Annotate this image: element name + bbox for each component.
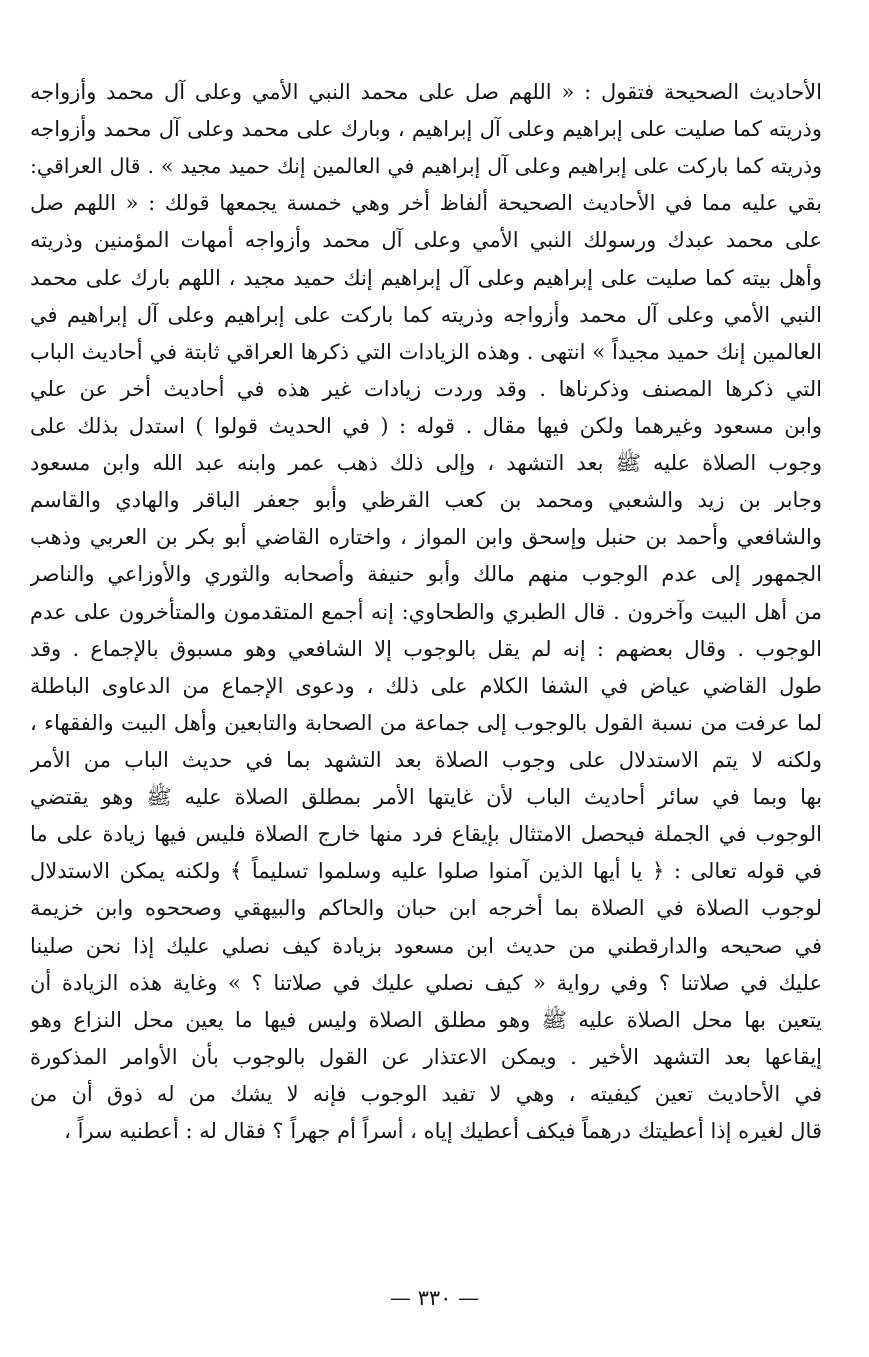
- text-line: وذريته كما صليت على إبراهيم وعلى آل إبراهيم ، وبارك على محمد وعلى آل محمد وأزواجه: [30, 117, 822, 142]
- text-line: وذريته كما باركت على إبراهيم وعلى آل إبراهيم في العالمين إنك حميد مجيد » . قال العراقي:: [30, 154, 822, 179]
- text-line: إيقاعها بعد التشهد الأخير . ويمكن الاعتذار عن القول بالوجوب بأن الأوامر المذكورة: [30, 1044, 822, 1069]
- text-line: على محمد عبدك ورسولك النبي الأمي وعلى آل محمد وأزواجه أمهات المؤمنين وذريته: [30, 228, 822, 253]
- body-text: [30, 74, 822, 1150]
- text-line: والشافعي وأحمد بن حنبل وإسحق وابن المواز ، واختاره القاضي أبو بكر بن العربي وذهب: [30, 525, 822, 550]
- text-line: وأهل بيته كما صليت على إبراهيم وعلى آل إبراهيم إنك حميد مجيد ، اللهم بارك على محمد: [30, 265, 822, 290]
- text-line: الوجوب . وقال بعضهم : إنه لم يقل بالوجوب إلا الشافعي وهو مسبوق بالإجماع . وقد: [30, 636, 822, 661]
- text-line: العالمين إنك حميد مجيداً » انتهى . وهذه الزيادات التي ذكرها العراقي ثابتة في أحاديث الباب: [30, 339, 822, 364]
- text-line: بقي عليه مما في الأحاديث الصحيحة ألفاظ أخر وهي خمسة يجمعها قولك : « اللهم صل: [30, 191, 822, 216]
- text-line: ولكنه لا يتم الاستدلال على وجوب الصلاة بعد التشهد بما في حديث الباب من الأمر: [30, 747, 822, 772]
- text-line: التي ذكرها المصنف وذكرناها . وقد وردت زيادات غير هذه في أحاديث أخر عن علي: [30, 376, 822, 401]
- text-line: عليك في صلاتنا ؟ وفي رواية « كيف نصلي عليك في صلاتنا ؟ » وغاية هذه الزيادة أن: [30, 970, 822, 995]
- text-line: طول القاضي عياض في الشفا الكلام على ذلك ، ودعوى الإجماع من الدعاوى الباطلة: [30, 673, 822, 698]
- text-line: في الأحاديث تعين كيفيته ، وهي لا تفيد الوجوب فإنه لا يشك من له ذوق أن من: [30, 1081, 822, 1106]
- text-line: الجمهور إلى عدم الوجوب منهم مالك وأبو حنيفة وأصحابه والثوري والأوزاعي والناصر: [30, 562, 822, 587]
- text-line: من أهل البيت وآخرون . قال الطبري والطحاوي: إنه أجمع المتقدمون والمتأخرون على عدم: [30, 599, 822, 624]
- text-line: في صحيحه والدارقطني من حديث ابن مسعود بزيادة كيف نصلي عليك إذا نحن صلينا: [30, 933, 822, 958]
- text-line: النبي الأمي وعلى آل محمد وأزواجه وذريته كما باركت على إبراهيم وعلى آل إبراهيم في: [30, 302, 822, 327]
- text-line: وابن مسعود وغيرهما ولكن فيها مقال . قوله : ( في الحديث قولوا ) استدل بذلك على: [30, 413, 822, 438]
- text-line: لوجوب الصلاة في الصلاة بما أخرجه ابن حبان والحاكم والبيهقي وصححوه وابن خزيمة: [30, 896, 822, 921]
- text-line: وجابر بن زيد والشعبي ومحمد بن كعب القرظي وأبو جعفر الباقر والهادي والقاسم: [30, 488, 822, 513]
- page-number: — ٣٣٠ —: [389, 1286, 480, 1310]
- text-line: الوجوب في الجملة فيحصل الامتثال بإيقاع فرد منها خارج الصلاة فليس فيها زيادة على ما: [30, 822, 822, 847]
- text-line: قال لغيره إذا أعطيتك درهماً فيكف أعطيك إياه ، أسراً أم جهراً ؟ فقال له : أعطنيه سراً ،: [64, 1119, 822, 1144]
- text-line: وجوب الصلاة عليه ﷺ بعد التشهد ، وإلى ذلك ذهب عمر وابنه عبد الله وابن مسعود: [30, 451, 822, 476]
- text-line: لما عرفت من نسبة القول بالوجوب إلى جماعة من الصحابة والتابعين وأهل البيت والفقهاء ،: [30, 710, 822, 735]
- text-line: في قوله تعالى : ﴿ يا أيها الذين آمنوا صلوا عليه وسلموا تسليماً ﴾ ولكنه يمكن الاستدلال: [30, 859, 822, 884]
- text-line: يتعين بها محل الصلاة عليه ﷺ وهو مطلق الصلاة وليس فيها ما يعين محل النزاع وهو: [30, 1007, 822, 1032]
- text-line: الأحاديث الصحيحة فتقول : « اللهم صل على محمد النبي الأمي وعلى آل محمد وأزواجه: [30, 80, 822, 104]
- text-line: بها وبما في سائر أحاديث الباب لأن غايتها الأمر بمطلق الصلاة عليه ﷺ وهو يقتضي: [30, 785, 822, 810]
